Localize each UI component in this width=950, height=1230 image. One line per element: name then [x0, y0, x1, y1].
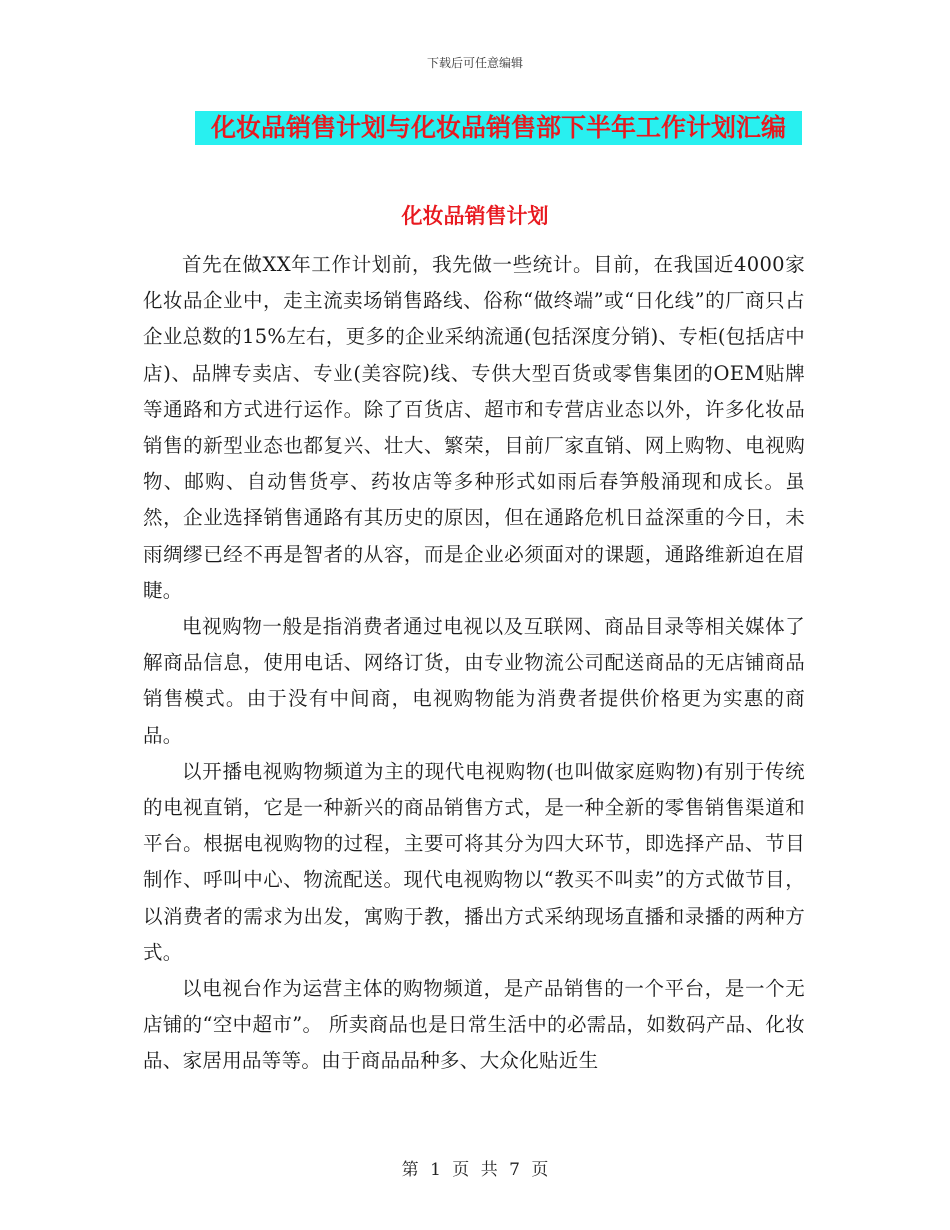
paragraph: 以电视台作为运营主体的购物频道，是产品销售的一个平台，是一个无店铺的“空中超市”。 所卖商品也是日常生活中的必需品，如数码产品、化妆品、家居用品等等。由于商品品种多、大众化贴近生	[143, 977, 805, 1073]
document-body	[143, 247, 805, 1080]
document-title: 化妆品销售计划与化妆品销售部下半年工作计划汇编	[195, 111, 802, 145]
header-note: 下载后可任意编辑	[426, 56, 523, 70]
paragraph: 以开播电视购物频道为主的现代电视购物(也叫做家庭购物)有别于传统的电视直销，它是一种新兴的商品销售方式，是一种全新的零售销售渠道和平台。根据电视购物的过程，主要可将其分为四大环节，即选择产品、节目制作、呼叫中心、物流配送。现代电视购物以“教买不叫卖”的方式做节目，以消费者的需求为出发，寓购于教，播出方式采纳现场直播和录播的两种方式。	[143, 759, 805, 964]
paragraph: 电视购物一般是指消费者通过电视以及互联网、商品目录等相关媒体了解商品信息，使用电话、网络订货，由专业物流公司配送商品的无店铺商品销售模式。由于没有中间商，电视购物能为消费者提供价格更为实惠的商品。	[143, 615, 805, 747]
section-title: 化妆品销售计划	[401, 204, 549, 228]
page-indicator: 第 1 页 共 7 页	[401, 1160, 549, 1180]
paragraph: 首先在做XX年工作计划前，我先做一些统计。目前，在我国近4000家化妆品企业中，走主流卖场销售路线、俗称“做终端”或“日化线”的厂商只占企业总数的15%左右，更多的企业采纳流通(包括深度分销)、专柜(包括店中店)、品牌专卖店、专业(美容院)线、专供大型百货或零售集团的OEM贴牌等通路和方式进行运作。除了百货店、超市和专营店业态以外，许多化妆品销售的新型业态也都复兴、壮大、繁荣，目前厂家直销、网上购物、电视购物、邮购、自动售货亭、药妆店等多种形式如雨后春笋般涌现和成长。虽然，企业选择销售通路有其历史的原因，但在通路危机日益深重的今日，未雨绸缪已经不再是智者的从容，而是企业必须面对的课题，通路维新迫在眉睫。	[143, 253, 805, 602]
